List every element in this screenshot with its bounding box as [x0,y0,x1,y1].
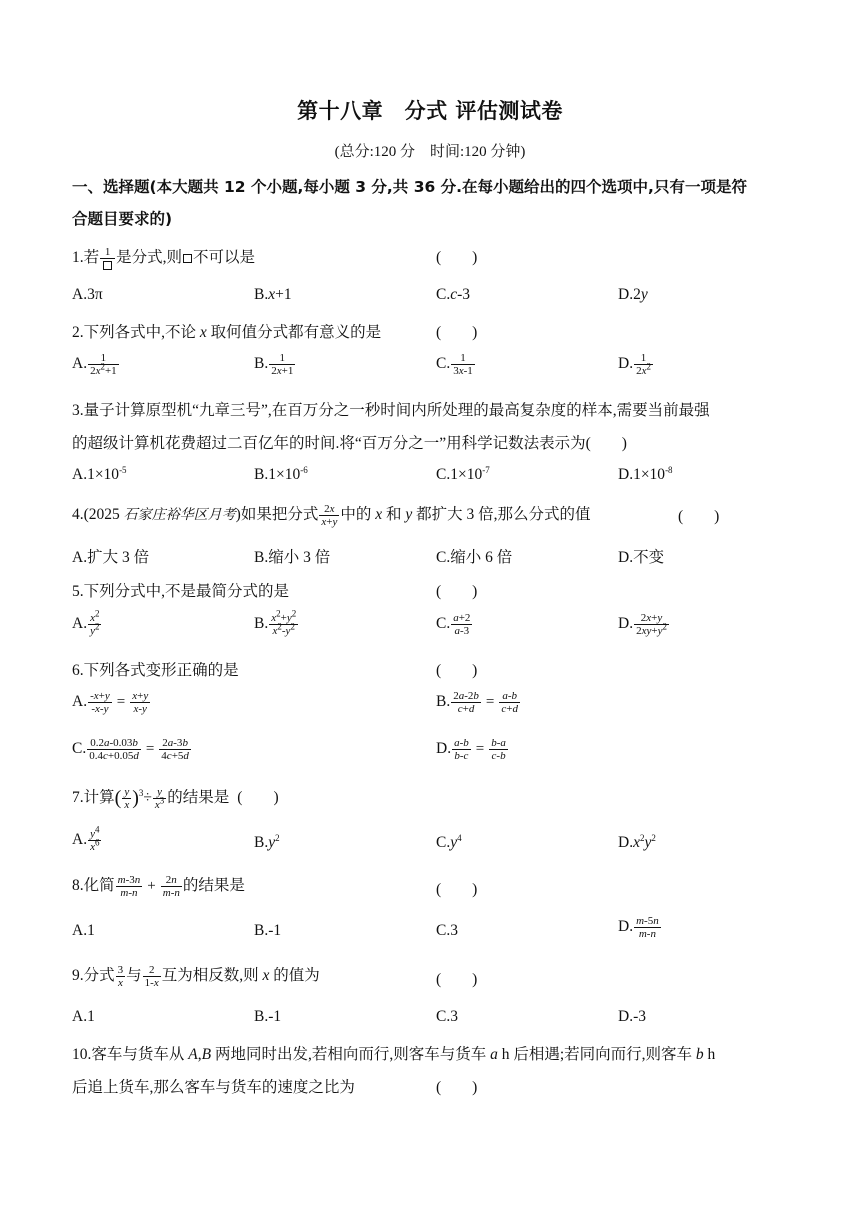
option-a: A. $\frac{1}{2x^2+1}$ [72,352,117,377]
option-b: B. $\frac{2a-2b}{c+d}$ = $\frac{a-b}{c+d}$ [436,690,518,715]
option-c: C. $\frac{0.2a-0.03b}{0.4c+0.05d}$ = $\frac{2a-3b}{4c+5d}$ [72,737,189,762]
option-b: B.x+1 [254,286,292,303]
option-d: $D.x^2y^2$ [618,832,656,851]
answer-blank: ( ) [436,971,478,988]
question-source: 石家庄裕华区月考 [123,507,236,523]
option-d: D.不变 [618,549,665,566]
option-d: D. $\frac{a-b}{b-c}$ = $\frac{b-a}{c-b}$ [436,737,506,762]
option-a: A.扩大 3 倍 [72,549,150,566]
option-a: A. $\frac{-x+y}{-x-y}$ = $\frac{x+y}{x-y}$ [72,690,149,715]
option-d: D. $\frac{m-5n}{m-n}$ [618,915,659,940]
option-a: A. $\frac{x^2}{y^2}$ [72,608,100,637]
question-3-line-1: 3.量子计算原型机“九章三号”,在百万分之一秒时间内所处理的最高复杂度的样本,需要当前最强 [72,402,710,419]
answer-blank: ( ) [436,583,478,600]
answer-blank: ( ) [436,324,478,341]
option-b: B. $\frac{1}{2x+1}$ [254,352,294,377]
question-9: 9.分式 $\frac{3}{x}$ 与 $\frac{2}{1-x}$ 互为相反数,则 x 的值为 [72,963,320,989]
exam-info: (总分:120 分 时间:120 分钟) [334,144,526,160]
option-d: $D.1\times 10^{-8}$ [618,464,673,483]
answer-blank: ( ) [678,508,720,525]
option-c: $C.y^4$ [436,832,462,851]
option-c: $C.1\times 10^{-7}$ [436,464,490,483]
page-title: 第十八章 分式 评估测试卷 [297,99,563,123]
option-b: B.缩小 3 倍 [254,549,331,566]
option-d: D.2y [618,286,648,303]
option-c: C.3 [436,1008,458,1025]
option-b: $B.y^2$ [254,832,280,851]
question-2: 2.下列各式中,不论 x 取何值分式都有意义的是 [72,324,382,341]
option-d: D. $\frac{1}{2x^2}$ [618,352,651,377]
question-5: 5.下列分式中,不是最简分式的是 [72,583,290,600]
option-c: C.缩小 6 倍 [436,549,513,566]
question-7: 7.计算( $\frac{y}{x}$ )$^3$÷ $\frac{y}{x^3}$ 的结果是 ( ) [72,785,279,811]
question-10-line-2: 后追上货车,那么客车与货车的速度之比为 [72,1079,355,1096]
option-a: A. $\frac{y^4}{x^6}$ [72,824,100,853]
option-d: D.-3 [618,1008,646,1025]
question-10-line-1: 10.客车与货车从 A,B 两地同时出发,若相向而行,则客车与货车 a h 后相遇;若同向而行,则客车 b h [72,1046,716,1063]
option-c: C.c-3 [436,286,471,303]
option-b: B.-1 [254,922,282,939]
option-b: B. $\frac{x^2+y^2}{x^2-y^2}$ [254,608,297,637]
section-heading: 一、选择题(本大题共 12 个小题,每小题 3 分,共 36 分.在每小题给出的四个选项中,只有一项是符 合题目要求的) [72,178,747,228]
option-b: B.-1 [254,1008,282,1025]
question-6: 6.下列各式变形正确的是 [72,662,239,679]
question-4: 4.(2025 石家庄裕华区月考)如果把分式 $\frac{2x}{x+y}$ 中的 x 和 y 都扩大 3 倍,那么分式的值 [72,502,591,528]
option-a: $A.1\times 10^{-5}$ [72,464,127,483]
question-3-line-2: 的超级计算机花费超过二百亿年的时间.将“百万分之一”用科学记数法表示为( ) [72,435,627,452]
option-b: $B.1\times 10^{-6}$ [254,464,308,483]
answer-blank: ( ) [436,881,478,898]
answer-blank: ( ) [436,1079,478,1096]
option-a: A.1 [72,1008,95,1025]
option-d: D. $\frac{2x+y}{2xy+y^2}$ [618,612,667,637]
question-1: 1.若 1 是分式,则 不可以是 [72,245,255,271]
option-c: C. $\frac{a+2}{a-3}$ [436,612,471,637]
option-a: A.3π [72,286,103,303]
answer-blank: ( ) [436,662,478,679]
option-c: C.3 [436,922,458,939]
answer-blank: ( ) [436,249,478,266]
option-a: A.1 [72,922,95,939]
question-8: 8.化简 $\frac{m-3n}{m-n}$ + $\frac{2n}{m-n}$ 的结果是 [72,873,245,899]
option-c: C. $\frac{1}{3x-1}$ [436,352,473,377]
